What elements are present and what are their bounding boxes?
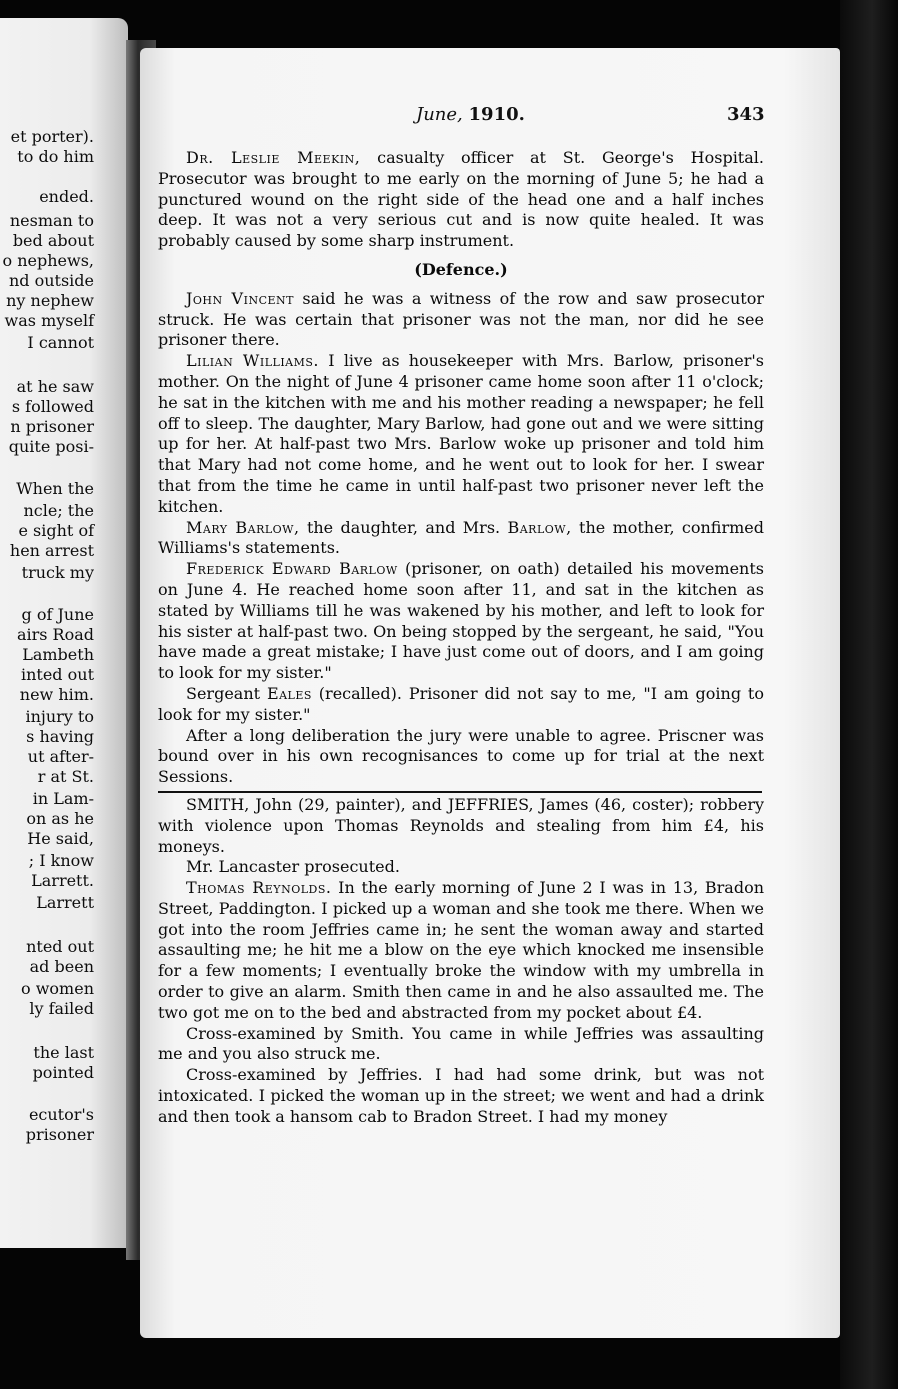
left-page-line: truck my: [21, 563, 94, 582]
left-page-line: r at St.: [37, 767, 94, 786]
left-page-line: ; I know: [28, 851, 94, 870]
page-body: [158, 148, 764, 1128]
left-page-line: o women: [21, 979, 94, 998]
left-page-line: Larrett: [36, 893, 94, 912]
defence-heading: (Defence.): [414, 259, 508, 279]
left-page-line: g of June: [21, 605, 94, 624]
left-page-line: to do him: [17, 147, 94, 166]
left-page-line: quite posi-: [8, 437, 94, 456]
left-page-line: Lambeth: [22, 645, 94, 664]
paragraph-mary-barlow: Mary Barlow, the daughter, and Mrs. Barlow, the mother, confirmed Williams's statements.: [158, 517, 765, 558]
left-page-line: s followed: [11, 397, 94, 416]
left-page-line: When the: [16, 479, 94, 498]
left-page-line: ncle; the: [23, 501, 94, 520]
left-page-line: ut after-: [27, 747, 94, 766]
header-date: June, 1910.: [416, 104, 525, 125]
paragraph-cross-smith: Cross-examined by Smith. You came in while Jeffries was assaulting me and you also struck me.: [158, 1023, 764, 1064]
left-page-line: ended.: [39, 187, 94, 206]
paragraph-eales: Sergeant Eales (recalled). Prisoner did not say to me, "I am going to look for my sister.": [158, 683, 764, 724]
left-page-line: nd outside: [8, 271, 94, 290]
left-page-line: bed about: [12, 231, 94, 250]
left-page-line: n prisoner: [10, 417, 94, 436]
left-page-line: et porter).: [10, 127, 94, 146]
paragraph-williams: Lilian Williams. I live as housekeeper with Mrs. Barlow, prisoner's mother. On the night of June 4 prisoner came home soon after 11 o'clock; he sat in the kitchen with me and his mother reading a newspaper; he fell off to sleep. The daughter, Mary Barlow, had gone out and we were sitting up for her. At half-past two Mrs. Barlow woke up prisoner and told him that Mary had not come home, and he went out to look for her. I swear that from the time he came in until half-past two prisoner never left the kitchen.: [158, 351, 765, 516]
left-page-line: ecutor's: [28, 1105, 94, 1124]
page-number: 343: [727, 104, 765, 125]
left-page-line: in Lam-: [32, 789, 94, 808]
paragraph-verdict: After a long deliberation the jury were unable to agree. Priscner was bound over in his own recognisances to come up for trial at the next Sessions.: [158, 725, 764, 787]
left-page-line: was myself: [4, 311, 94, 330]
left-page-line: nted out: [26, 937, 94, 956]
scan-background-edge: [840, 0, 898, 1389]
paragraph-cross-jeffries: Cross-examined by Jeffries. I had had some drink, but was not intoxicated. I picked the woman up in the street; we went and had a drink and then took a hansom cab to Bradon Street. I had my money: [158, 1065, 764, 1126]
left-page-line: hen arrest: [9, 541, 94, 560]
left-page-line: Larrett.: [31, 871, 94, 890]
left-page-fragment: [0, 18, 128, 1248]
left-page-line: on as he: [26, 809, 94, 828]
left-page-line: s having: [26, 727, 94, 746]
left-page-line: new him.: [19, 685, 94, 704]
paragraph-indictment: SMITH, John (29, painter), and JEFFRIES, James (46, coster); robbery with violence upon Thomas Reynolds and stealing from him £4, his moneys.: [158, 794, 764, 856]
main-page: [140, 48, 840, 1338]
left-page-line: prisoner: [25, 1125, 94, 1144]
left-page-line: He said,: [27, 829, 94, 848]
left-page-line: pointed: [32, 1063, 94, 1082]
paragraph-prisoner: Frederick Edward Barlow (prisoner, on oath) detailed his movements on June 4. He reached home soon after 11, and sat in the kitchen as stated by Williams till he was wakened by his mother, and left to look for his sister at half-past two. On being stopped by the sergeant, he said, "You have made a great mistake; I have just come out of doors, and I am going to look for my sister.": [158, 559, 764, 683]
left-page-line: ly failed: [29, 999, 94, 1018]
left-page-line: the last: [33, 1043, 94, 1062]
paragraph-prosecutor: Mr. Lancaster prosecuted.: [186, 857, 400, 877]
left-page-line: injury to: [25, 707, 94, 726]
left-page-line: inted out: [20, 665, 94, 684]
paragraph-meekin: Dr. Leslie Meekin, casualty officer at St. George's Hospital. Prosecutor was brought to me early on the morning of June 5; he had a punctured wound on the right side of the head one and a half inches deep. It was not a very serious cut and is now quite healed. It was probably caused by some sharp instrument.: [158, 148, 764, 251]
left-page-line: e sight of: [18, 521, 94, 540]
case-divider: [158, 791, 762, 793]
left-page-line: o nephews,: [2, 251, 94, 270]
left-page-line: at he saw: [16, 377, 94, 396]
paragraph-reynolds: Thomas Reynolds. In the early morning of June 2 I was in 13, Bradon Street, Paddington. I picked up a woman and she took me there. When we got into the room Jeffries came in; he sent the woman away and started assaulting me; he hit me a blow on the eye which knocked me insensible for a few moments; I eventually broke the window with my umbrella in order to give an alarm. Smith then came in and he also assaulted me. The two got me on to the bed and abstracted from my pocket about £4.: [158, 878, 765, 1022]
left-page-line: I cannot: [27, 333, 94, 352]
left-page-line: nesman to: [9, 211, 94, 230]
left-page-line: ny nephew: [6, 291, 94, 310]
left-page-line: airs Road: [16, 625, 94, 644]
paragraph-vincent: John Vincent said he was a witness of the row and saw prosecutor struck. He was certain that prisoner was not the man, nor did he see prisoner there.: [158, 288, 765, 350]
left-page-line: ad been: [29, 957, 94, 976]
